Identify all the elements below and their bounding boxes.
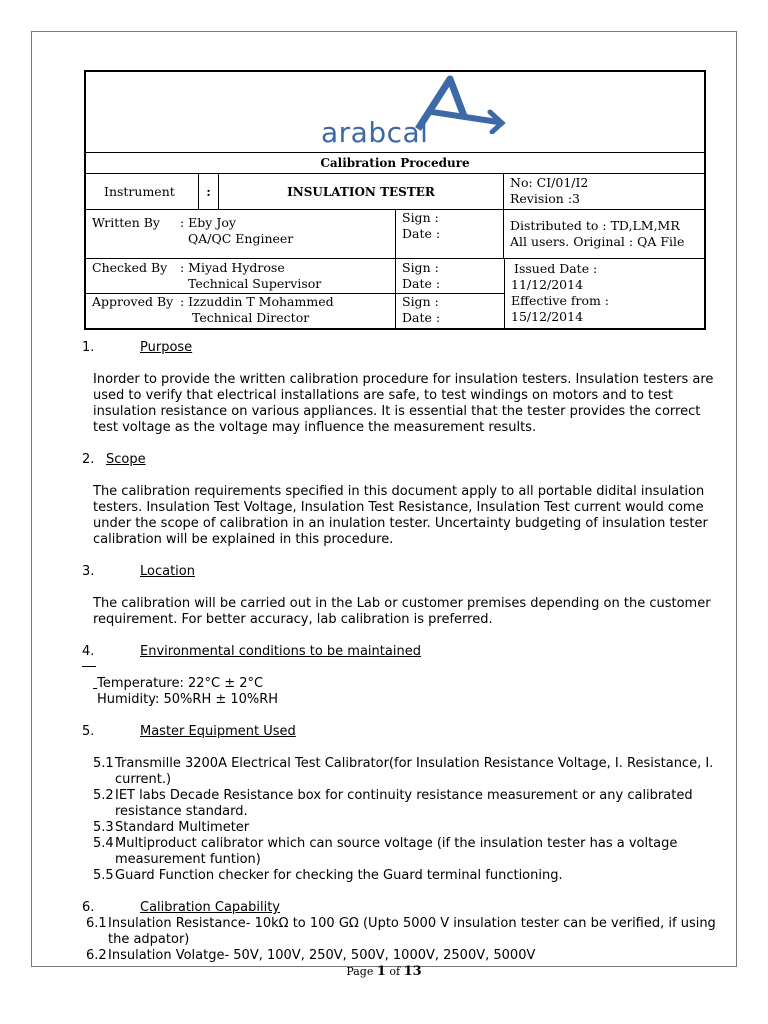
written-sign-cell xyxy=(396,210,504,258)
checked-approved-block xyxy=(86,259,704,328)
list-item: 5.2 IET labs Decade Resistance box for continuity resistance measurement or any calibrated resistance standard. xyxy=(93,788,693,819)
section-capability-heading xyxy=(82,900,722,916)
list-item: 5.4 Multiproduct calibrator which can source voltage (if the insulation tester has a voltage measurement funtion) xyxy=(93,836,678,867)
section-title: Purpose xyxy=(140,340,193,355)
instrument-row xyxy=(86,174,704,210)
instrument-colon: : xyxy=(199,174,219,209)
purpose-text: Inorder to provide the written calibration procedure for insulation testers. Insulation testers are used to verify that electrical installations are safe, to test windings on motors and to test insulation resistance on various appliances. It is essential that the tester provides the correct test voltage as the voltage may influence the measurement results. xyxy=(93,372,714,435)
effective-from-value: 15/12/2014 xyxy=(511,309,584,324)
section-number: 2. xyxy=(82,452,95,467)
checked-by-cell xyxy=(86,259,396,293)
list-item: 5.1 Transmille 3200A Electrical Test Calibrator(for Insulation Resistance Voltage, I. Resistance, I. current.) xyxy=(93,756,714,787)
section-purpose-heading xyxy=(82,340,722,356)
humidity-text: Humidity: 50%RH ± 10%RH xyxy=(97,692,279,707)
section-title: Location xyxy=(140,564,195,579)
section-number: 5. xyxy=(82,724,95,739)
page-word: Page xyxy=(346,965,374,978)
section-number: 4. xyxy=(82,644,95,659)
list-item: 5.5 Guard Function checker for checking the Guard terminal functioning. xyxy=(93,868,563,883)
document-body xyxy=(82,340,722,964)
logo-row xyxy=(86,72,704,153)
section-number: 6. xyxy=(82,900,95,915)
instrument-name: INSULATION TESTER xyxy=(219,174,504,209)
doc-number-cell xyxy=(504,174,704,209)
sign-label: Sign : xyxy=(402,294,439,309)
written-by-role: QA/QC Engineer xyxy=(188,231,294,246)
page-footer xyxy=(0,964,768,979)
section-title: Master Equipment Used xyxy=(140,724,296,739)
section-number: 1. xyxy=(82,340,95,355)
list-item: 5.3 Standard Multimeter xyxy=(93,820,250,835)
issued-date-label: Issued Date : xyxy=(514,261,598,276)
checked-approved-left xyxy=(86,259,504,328)
approved-by-name: : Izzuddin T Mohammed xyxy=(180,294,334,309)
scope-text: The calibration requirements specified in this document apply to all portable didital insulation testers. Insulation Test Voltage, Insulation Test Resistance, Insulation Test current would come under the scope of calibration in an inulation tester. Uncertainty budgeting of insulation tester calibration will be explained in this procedure. xyxy=(93,484,708,547)
effective-from-label: Effective from : xyxy=(511,293,610,308)
written-by-row xyxy=(86,210,704,259)
instrument-label: Instrument xyxy=(86,174,199,209)
section-title: Scope xyxy=(106,452,146,467)
written-by-label: Written By xyxy=(92,215,160,230)
issued-date-value: 11/12/2014 xyxy=(511,277,584,292)
distribution-cell xyxy=(504,210,704,258)
date-label: Date : xyxy=(402,276,441,291)
logo-wordmark: arabcal xyxy=(321,116,429,149)
revision: Revision :3 xyxy=(510,191,580,206)
underline-mark xyxy=(82,666,96,667)
approved-by-role: Technical Director xyxy=(192,310,310,325)
checked-by-row xyxy=(86,259,504,294)
approved-sign-cell xyxy=(396,294,504,328)
current-page: 1 xyxy=(376,964,386,979)
distributed-to: Distributed to : TD,LM,MR xyxy=(510,218,680,233)
approved-by-label: Approved By xyxy=(92,294,174,309)
list-item: 6.2 Insulation Volatge- 50V, 100V, 250V, 500V, 1000V, 2500V, 5000V xyxy=(86,948,536,963)
date-label: Date : xyxy=(402,226,441,241)
checked-by-name: : Miyad Hydrose xyxy=(180,260,285,275)
document-header-table xyxy=(84,70,706,330)
section-title: Calibration Capability xyxy=(140,900,281,915)
section-number: 3. xyxy=(82,564,95,579)
doc-number: No: CI/01/I2 xyxy=(510,175,589,190)
sign-label: Sign : xyxy=(402,210,439,225)
dates-cell xyxy=(504,259,704,328)
distributed-original: All users. Original : QA File xyxy=(510,234,685,249)
checked-sign-cell xyxy=(396,259,504,293)
written-by-name: : Eby Joy xyxy=(180,215,236,230)
of-word: of xyxy=(389,965,401,978)
written-by-cell xyxy=(86,210,396,258)
approved-by-row xyxy=(86,294,504,328)
checked-by-label: Checked By xyxy=(92,260,168,275)
section-scope-heading xyxy=(82,452,722,468)
approved-by-cell xyxy=(86,294,396,328)
section-equipment-heading xyxy=(82,724,722,740)
checked-by-role: Technical Supervisor xyxy=(188,276,322,291)
equipment-list xyxy=(82,756,722,884)
capability-list xyxy=(82,916,722,964)
section-title: Environmental conditions to be maintained xyxy=(140,644,421,659)
document-title: Calibration Procedure xyxy=(86,153,704,174)
location-text: The calibration will be carried out in the Lab or customer premises depending on the customer requirement. For better accuracy, lab calibration is preferred. xyxy=(93,596,711,627)
list-item: 6.1 Insulation Resistance- 10kΩ to 100 GΩ (Upto 5000 V insulation tester can be verified, if using the adpator) xyxy=(86,916,716,947)
section-environment-heading xyxy=(82,644,722,660)
temperature-text: Temperature: 22°C ± 2°C xyxy=(97,676,264,691)
section-location-heading xyxy=(82,564,722,580)
total-pages: 13 xyxy=(403,964,422,979)
sign-label: Sign : xyxy=(402,260,439,275)
date-label: Date : xyxy=(402,310,441,325)
